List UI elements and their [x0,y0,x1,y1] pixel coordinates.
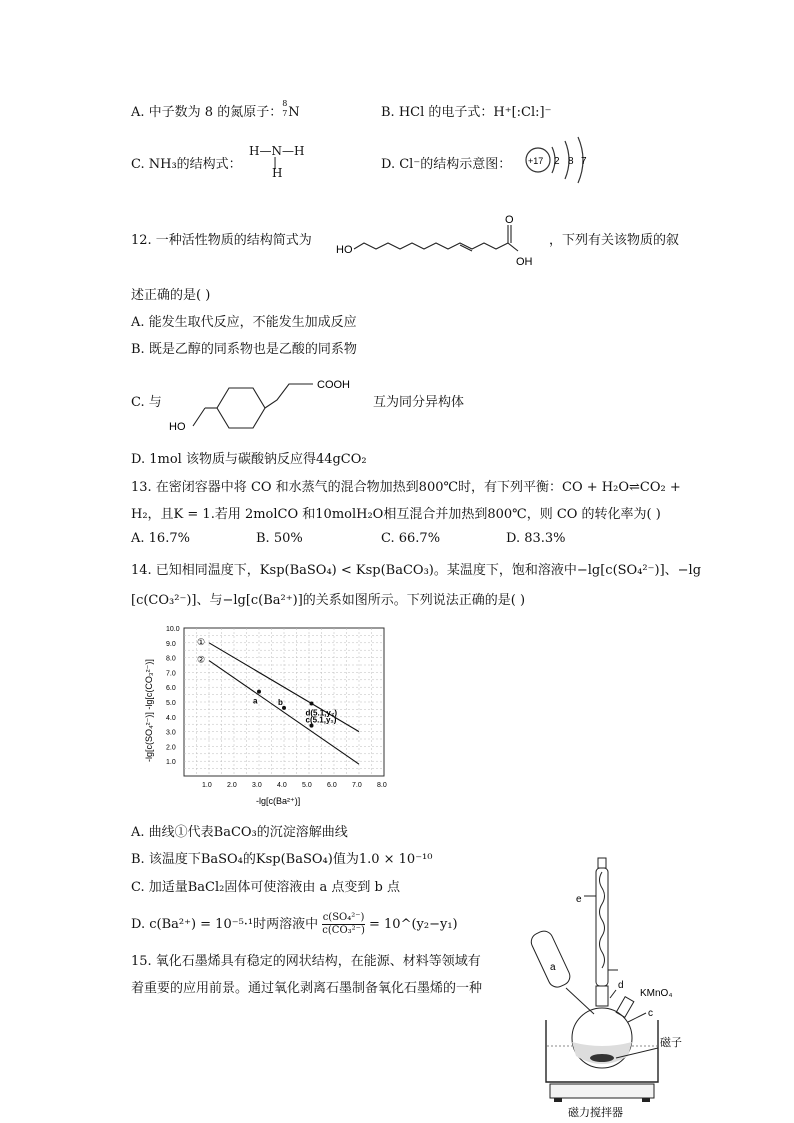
y-tick-label: 8.0 [166,655,176,663]
y-tick-label: 2.0 [166,744,176,752]
label-stirrer: 磁力搅拌器 [568,1107,623,1119]
q11-option-a [131,101,300,120]
x-tick-label: 8.0 [377,782,387,789]
y-tick-label: 5.0 [166,700,176,707]
y-tick-label: 9.0 [166,640,176,648]
q15-line-1: 15. 氧化石墨烯具有稳定的网状结构，在能源、材料等领域有 [131,954,481,969]
q14-fraction [322,912,365,937]
q13-line-1: 13. 在密闭容器中将 CO 和水蒸气的混合物加热到800℃时，有下列平衡：CO + H₂O⇌CO₂ + [131,480,681,495]
mass-number: 8 [282,99,288,108]
series-label-1: ① [197,636,206,647]
nh3-structure-bottom: H [272,166,283,180]
shell-1: 2 [554,156,560,167]
y-tick-label: 6.0 [166,685,176,693]
y-axis-label: -lg[c(SO₄²⁻)] -lg[c(CO₃²⁻)] [144,659,154,762]
q13-option-b: B. 50% [256,531,303,546]
x-tick-label: 1.0 [202,782,212,789]
q13-option-d: D. 83.3% [506,531,566,546]
x-tick-label: 4.0 [277,782,287,789]
q14-option-d-a: D. c(Ba²⁺) = 10⁻⁵·¹时两溶液中 [131,917,319,932]
q11-option-d-text: D. Cl⁻的结构示意图： [381,157,512,172]
fraction-denominator: c(CO₃²⁻) [322,925,365,936]
fraction-numerator: c(SO₄²⁻) [322,912,365,923]
chloride-ion-diagram [522,135,590,187]
struct-cooh: COOH [317,379,350,391]
struct-ho-2: HO [169,421,186,433]
y-tick-label: 4.0 [166,714,176,722]
q12-stem-a: 12. 一种活性物质的结构简式为 [131,233,312,248]
solubility-chart [140,620,400,810]
x-tick-label: 6.0 [327,782,337,789]
q13-option-a: A. 16.7% [131,531,190,546]
y-tick-label: 7.0 [166,670,176,678]
y-tick-label: 10.0 [166,626,180,633]
atomic-number: 7 [282,109,288,118]
label-magnet: 磁子 [660,1037,682,1049]
label-a: a [550,962,556,973]
q11-option-c [131,153,242,172]
q11-option-c-text: C. NH₃的结构式： [131,157,242,172]
q11-option-d [381,153,511,172]
shell-2: 8 [568,156,574,167]
q12-option-c-a: C. 与 [131,395,162,410]
q13-option-c: C. 66.7% [381,531,441,546]
q11-option-b [381,101,551,120]
q14-option-d [131,912,458,937]
x-tick-label: 7.0 [352,782,362,789]
q12-option-b: B. 既是乙醇的同系物也是乙酸的同系物 [131,342,357,357]
nuclide-symbol: N [288,105,300,120]
q13-line-2: H₂，且K = 1.若用 2molCO 和10molH₂O相互混合并加热到800℃，则 CO 的转化率为( ) [131,507,661,522]
cyclohexane-structure [165,370,365,436]
q12-option-a: A. 能发生取代反应，不能发生加成反应 [131,315,357,330]
x-tick-label: 3.0 [252,782,262,789]
struct-o: O [505,214,514,226]
x-axis-label: -lg[c(Ba²⁺)] [256,796,301,806]
q11-option-a-text: A. 中子数为 8 的氮原子： [131,105,283,120]
nh3-structure-top: H—N—H [249,144,305,158]
q14-option-d-b: = 10^(y₂−y₁) [369,917,458,932]
label-c: c [648,1008,653,1019]
shell-3: 7 [581,156,587,167]
q14-option-a: A. 曲线①代表BaCO₃的沉淀溶解曲线 [131,825,348,840]
q12-stem-c: 述正确的是( ) [131,288,211,303]
nh3-bond-line: | [273,155,278,169]
struct-ho: HO [336,244,353,256]
q11-option-b-text: B. HCl 的电子式： [381,105,494,120]
q12-option-c-b: 互为同分异构体 [373,395,465,410]
q14-option-b: B. 该温度下BaSO₄的Ksp(BaSO₄)值为1.0 × 10⁻¹⁰ [131,852,433,867]
q12-structure [332,213,542,269]
nucleus-label: +17 [528,156,544,166]
x-tick-label: 2.0 [227,782,237,789]
hcl-electron-formula: H⁺[:Cl:]⁻ [493,105,552,120]
point-label-3: d(5.1,y₂) [305,708,338,718]
q14-line-1: 14. 已知相同温度下，Ksp(BaSO₄) < Ksp(BaCO₃)。某温度下，饱和溶液中−lg[c(SO₄²⁻)]、−lg [131,563,702,578]
q14-option-c: C. 加适量BaCl₂固体可使溶液由 a 点变到 b 点 [131,880,400,895]
struct-oh: OH [516,256,533,268]
series-label-2: ② [197,654,206,665]
nh3-structure [249,144,304,180]
x-tick-label: 5.0 [302,782,312,789]
apparatus-diagram [520,850,700,1120]
nuclide-notation [282,99,288,118]
q14-line-2: [c(CO₃²⁻)]、与−lg[c(Ba²⁺)]的关系如图所示。下列说法正确的是( ) [131,593,526,608]
q12-stem-b: ，下列有关该物质的叙 [549,233,680,248]
y-tick-label: 3.0 [166,729,176,737]
q15-line-2: 着重要的应用前景。通过氧化剥离石墨制备氧化石墨烯的一种 [131,981,483,996]
data-point-1 [257,690,261,694]
point-label-1: a [253,696,258,706]
label-kmno4: KMnO₄ [640,988,673,999]
label-e: e [576,894,582,905]
q12-option-d: D. 1mol 该物质与碳酸钠反应得44gCO₂ [131,452,367,467]
y-tick-label: 1.0 [166,759,176,767]
point-label-4: c(5.1,y₁) [305,715,337,725]
data-point-3 [310,701,314,705]
label-d: d [618,980,624,991]
point-label-2: b [278,697,283,707]
